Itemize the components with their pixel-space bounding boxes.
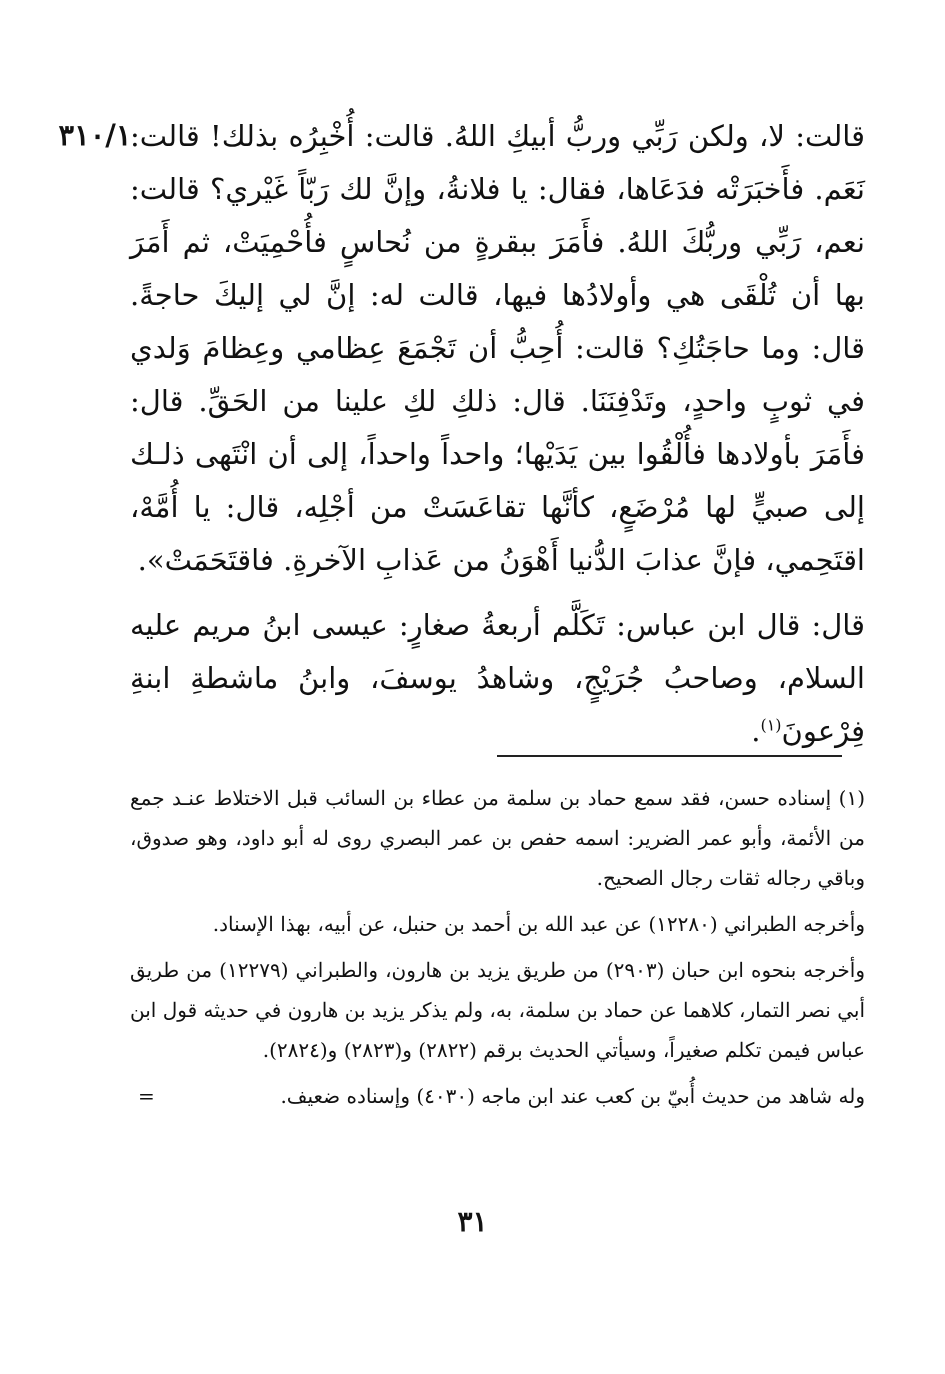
hadith-reference-number: ٣١٠/١ [58, 118, 132, 152]
footnotes-section [130, 778, 865, 1122]
footnote-paragraph-3: وأخرجه بنحوه ابن حبان (٢٩٠٣) من طريق يزيد بن هارون، والطبراني (١٢٢٧٩) من طريق أبي نصر التمار، كلاهما عن حماد بن سلمة، به، ولم يذكر يزيد بن هارون في حديثه قول ابن عباس فيمن تكلم صغيراً، وسيأتي الحديث برقم (٢٨٢٢) و(٢٨٢٣) و(٢٨٢٤). [130, 958, 866, 1062]
page-number: ٣١ [457, 1205, 488, 1238]
footnote-paragraph-1: (١) إسناده حسن، فقد سمع حماد بن سلمة من عطاء بن السائب قبل الاختلاط عنـد جمع من الأئمة، وأبو عمر الضرير: اسمه حفص بن عمر البصري روى له أبو داود، وهو صدوق، وباقي رجاله ثقات رجال الصحيح. [130, 786, 865, 890]
main-paragraph-2-end: . [751, 714, 761, 748]
main-paragraph-2-text: قال: قال ابن عباس: تَكَلَّم أربعةُ صغارٍ: عيسى ابنُ مريم عليه السلام، وصاحبُ جُرَيْجٍ، وشاهدُ يوسفَ، وابنُ ماشطةِ ابنةِ فِرْعونَ [130, 608, 865, 748]
continuation-mark: = [138, 1084, 155, 1108]
main-paragraph-1: قالت: لا، ولكن رَبِّي وربُّ أبيكِ اللهُ. قالت: أُخْبِرُه بذلك! قالت: نَعَم. فأَخبَرَتْه فدَعَاها، فقال: يا فلانةُ، وإنَّ لك رَبّاً غَيْري؟ قالت: نعم، رَبِّي وربُّكَ اللهُ. فأَمَرَ ببقرةٍ من نُحاسٍ فأُحْمِيَتْ، ثم أَمَرَ بها أن تُلْقَى هي وأولادُها فيها، قالت له: إنَّ لي إليكَ حاجةً. قال: وما حاجَتُكِ؟ قالت: أُحِبُّ أن تَجْمَعَ عِظامي وعِظامَ وَلدي في ثوبٍ واحدٍ، وتَدْفِنَنَا. قال: ذلكِ لكِ علينا من الحَقِّ. قال: فأَمَرَ بأولادها فأُلْقُوا بين يَدَيْها؛ واحداً واحداً، إلى أن انْتَهى ذلـك إلى صبيٍّ لها مُرْضَعٍ، كأنَّها تقاعَسَتْ من أجْلِه، قال: يا أُمَّهْ، اقتَحِمي، فإنَّ عذابَ الدُّنيا أَهْوَنُ من عَذابِ الآخرةِ. فاقتَحَمَتْ». [130, 119, 865, 577]
main-text-body [130, 110, 865, 758]
footnote-paragraph-2: وأخرجه الطبراني (١٢٢٨٠) عن عبد الله بن أحمد بن حنبل، عن أبيه، بهذا الإسناد. [212, 912, 865, 936]
footnote-paragraph-4 [130, 1076, 865, 1116]
footnote-separator [497, 755, 842, 757]
footnote-paragraph-4-text: وله شاهد من حديث أُبيّ بن كعب عند ابن ماجه (٤٠٣٠) وإسناده ضعيف. [280, 1084, 865, 1108]
main-paragraph-2 [130, 599, 865, 758]
footnote-marker[interactable]: (١) [760, 715, 782, 735]
